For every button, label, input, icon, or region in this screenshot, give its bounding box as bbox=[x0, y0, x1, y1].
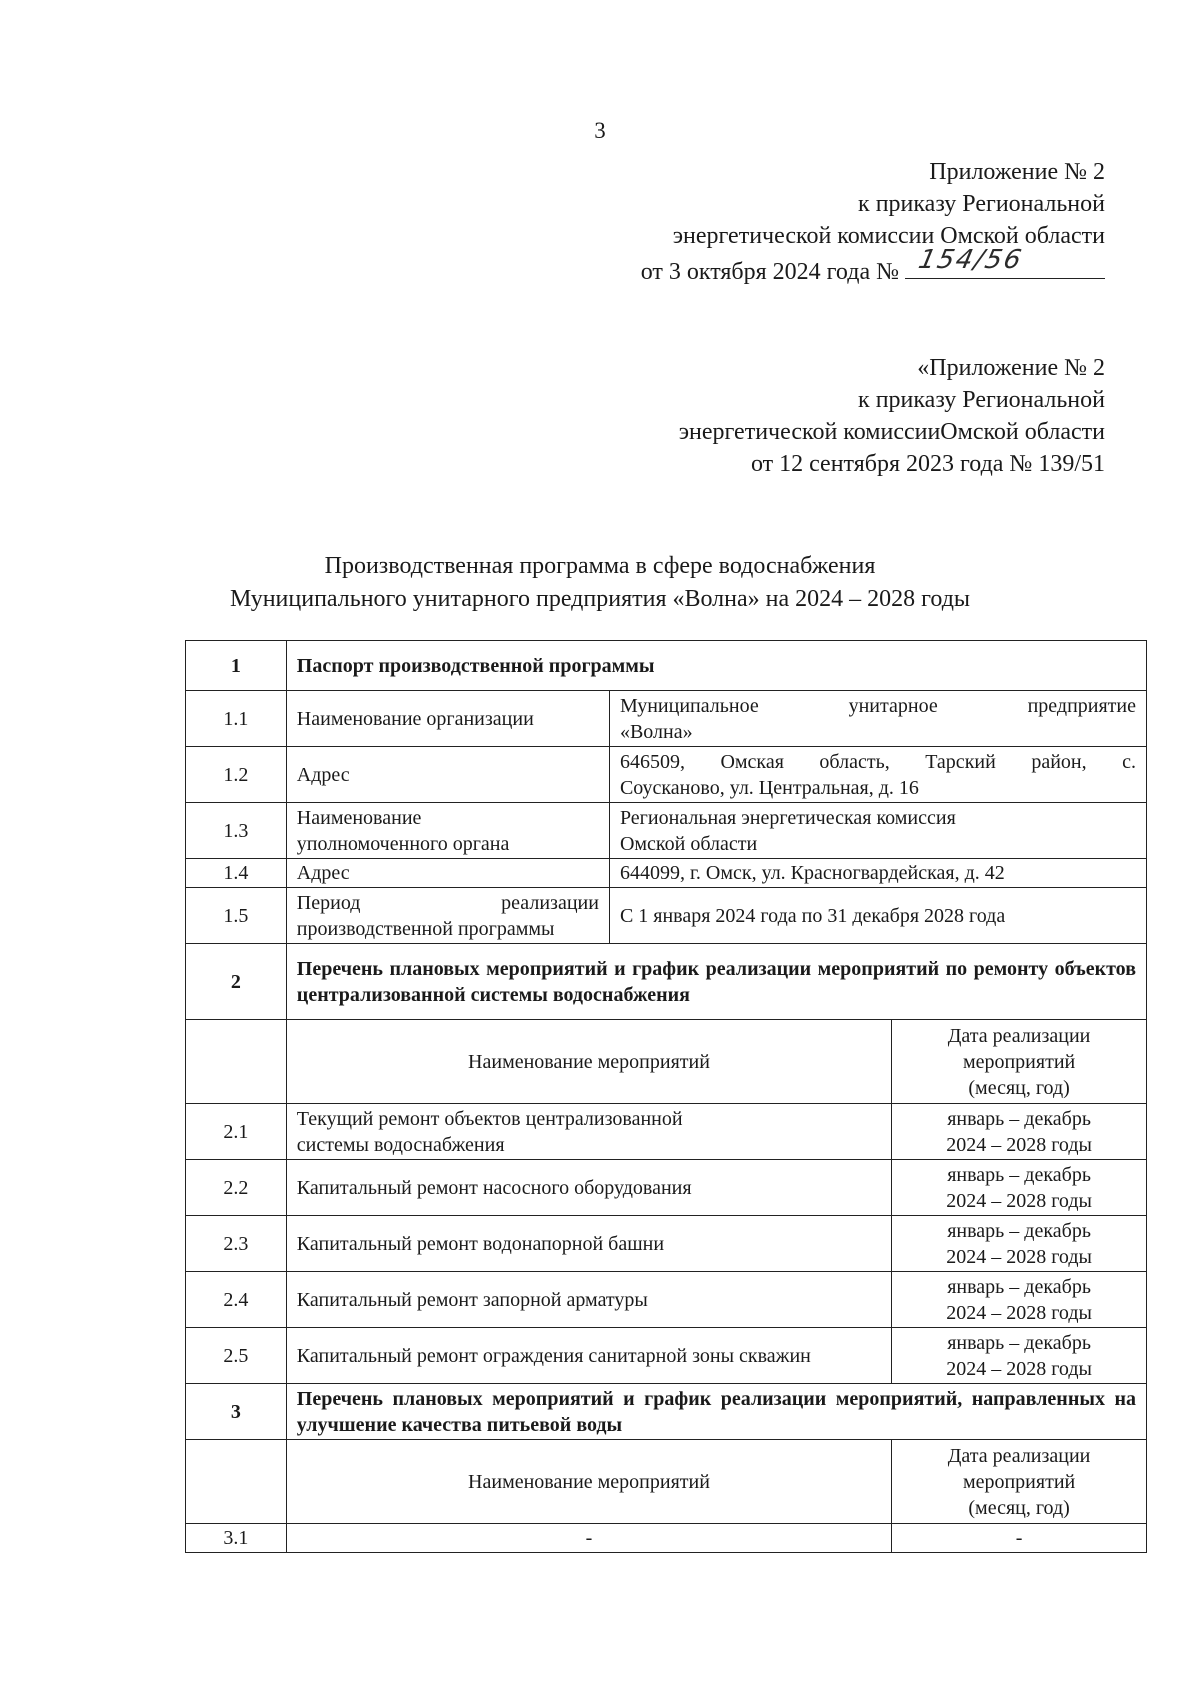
page-number: 3 bbox=[594, 118, 606, 143]
header-date-line: Дата реализации bbox=[947, 1444, 1091, 1467]
activity-name: Капитальный ремонт ограждения санитарной зоны скважин bbox=[286, 1328, 891, 1384]
row-value bbox=[609, 747, 1146, 803]
activity-date-line: 2024 – 2028 годы bbox=[946, 1301, 1092, 1324]
document-title-line2: Муниципального унитарного предприятия «Волна» на 2024 – 2028 годы bbox=[229, 586, 971, 612]
row-label bbox=[286, 888, 609, 944]
appendix-old-commission: энергетической комиссииОмской области bbox=[678, 419, 1105, 445]
activity-date-line: январь – декабрь bbox=[947, 1219, 1091, 1242]
header-date-line: Дата реализации bbox=[947, 1024, 1091, 1047]
row-value-line: Омской области bbox=[619, 832, 758, 855]
row-number: 2.1 bbox=[186, 1104, 287, 1160]
activity-date-line: 2024 – 2028 годы bbox=[946, 1245, 1092, 1268]
table-row bbox=[186, 747, 1147, 803]
table-row bbox=[186, 888, 1147, 944]
appendix-order-ref: к приказу Региональной bbox=[858, 191, 1105, 217]
empty-cell bbox=[186, 1440, 287, 1524]
table-row bbox=[186, 1272, 1147, 1328]
header-date-line: (месяц, год) bbox=[968, 1496, 1070, 1519]
empty-cell bbox=[186, 1020, 287, 1104]
table-row bbox=[186, 691, 1147, 747]
row-number: 1.3 bbox=[186, 803, 287, 859]
section-number: 1 bbox=[186, 641, 287, 691]
production-program-table bbox=[185, 640, 1147, 1553]
section-number: 3 bbox=[186, 1384, 287, 1440]
row-value-line: Соусканово, ул. Центральная, д. 16 bbox=[619, 776, 919, 799]
activity-name: Капитальный ремонт насосного оборудования bbox=[286, 1160, 891, 1216]
document-title-line1: Производственная программа в сфере водоснабжения bbox=[324, 553, 876, 579]
section-title: Перечень плановых мероприятий и график реализации мероприятий, направленных на улучшение качества питьевой воды bbox=[286, 1384, 1146, 1440]
row-label-line: Наименование bbox=[296, 806, 422, 829]
appendix-old-order-ref: к приказу Региональной bbox=[858, 387, 1105, 413]
row-number: 2.2 bbox=[186, 1160, 287, 1216]
row-value-line: 646509, Омская область, Тарский район, с. bbox=[619, 750, 1136, 773]
activity-date bbox=[892, 1216, 1147, 1272]
activity-date bbox=[892, 1328, 1147, 1384]
row-label: Адрес bbox=[286, 747, 609, 803]
section-title: Паспорт производственной программы bbox=[286, 641, 1146, 691]
row-value-line: Муниципальное унитарное предприятие bbox=[619, 694, 1136, 717]
row-number: 1.4 bbox=[186, 859, 287, 888]
row-value-line: «Волна» bbox=[619, 720, 693, 743]
section-number: 2 bbox=[186, 944, 287, 1020]
row-number: 1.2 bbox=[186, 747, 287, 803]
activity-date: - bbox=[892, 1524, 1147, 1553]
column-header-name: Наименование мероприятий bbox=[286, 1020, 891, 1104]
row-value bbox=[609, 803, 1146, 859]
row-number: 2.4 bbox=[186, 1272, 287, 1328]
handwritten-order-number: 154/56 bbox=[915, 245, 1026, 275]
table-row bbox=[186, 1160, 1147, 1216]
appendix-title: Приложение № 2 bbox=[929, 159, 1105, 185]
activity-date bbox=[892, 1104, 1147, 1160]
row-label bbox=[286, 803, 609, 859]
table-row bbox=[186, 803, 1147, 859]
activity-date bbox=[892, 1272, 1147, 1328]
row-number: 1.1 bbox=[186, 691, 287, 747]
row-label: Наименование организации bbox=[286, 691, 609, 747]
appendix-date-line bbox=[640, 245, 1105, 288]
activity-date-line: январь – декабрь bbox=[947, 1107, 1091, 1130]
activity-name-line: системы водоснабжения bbox=[296, 1133, 505, 1156]
row-value-line: Региональная энергетическая комиссия bbox=[619, 806, 956, 829]
appendix-date: от 3 октября 2024 года № bbox=[640, 259, 899, 285]
row-number: 3.1 bbox=[186, 1524, 287, 1553]
activity-name bbox=[286, 1104, 891, 1160]
header-date-line: мероприятий bbox=[962, 1050, 1076, 1073]
row-value: С 1 января 2024 года по 31 декабря 2028 года bbox=[609, 888, 1146, 944]
activity-date-line: 2024 – 2028 годы bbox=[946, 1133, 1092, 1156]
appendix-commission: энергетической комиссии Омской области bbox=[672, 223, 1105, 249]
row-label: Адрес bbox=[286, 859, 609, 888]
row-label-line: Период реализации bbox=[296, 891, 599, 914]
section-header-row bbox=[186, 944, 1147, 1020]
table-row bbox=[186, 859, 1147, 888]
table-row bbox=[186, 1524, 1147, 1553]
activity-name: Капитальный ремонт запорной арматуры bbox=[286, 1272, 891, 1328]
appendix-header-old bbox=[679, 352, 1105, 480]
appendix-header-new bbox=[641, 156, 1105, 288]
row-number: 1.5 bbox=[186, 888, 287, 944]
activity-name: Капитальный ремонт водонапорной башни bbox=[286, 1216, 891, 1272]
section-header-row bbox=[186, 641, 1147, 691]
appendix-old-date: от 12 сентября 2023 года № 139/51 bbox=[750, 451, 1105, 477]
document-title bbox=[0, 550, 1200, 616]
column-header-date bbox=[892, 1440, 1147, 1524]
activity-name: - bbox=[286, 1524, 891, 1553]
activity-date-line: 2024 – 2028 годы bbox=[946, 1189, 1092, 1212]
row-number: 2.5 bbox=[186, 1328, 287, 1384]
header-date-line: (месяц, год) bbox=[968, 1076, 1070, 1099]
table-row bbox=[186, 1104, 1147, 1160]
section-header-row bbox=[186, 1384, 1147, 1440]
activity-name-line: Текущий ремонт объектов централизованной bbox=[296, 1107, 683, 1130]
column-header-name: Наименование мероприятий bbox=[286, 1440, 891, 1524]
order-number-blank bbox=[905, 245, 1105, 279]
header-date-line: мероприятий bbox=[962, 1470, 1076, 1493]
activity-date bbox=[892, 1160, 1147, 1216]
activity-date-line: январь – декабрь bbox=[947, 1331, 1091, 1354]
activity-date-line: январь – декабрь bbox=[947, 1163, 1091, 1186]
column-header-date bbox=[892, 1020, 1147, 1104]
column-header-row bbox=[186, 1440, 1147, 1524]
column-header-row bbox=[186, 1020, 1147, 1104]
activity-date-line: 2024 – 2028 годы bbox=[946, 1357, 1092, 1380]
row-number: 2.3 bbox=[186, 1216, 287, 1272]
appendix-old-title: «Приложение № 2 bbox=[917, 355, 1105, 381]
section-title: Перечень плановых мероприятий и график реализации мероприятий по ремонту объектов централизованной системы водоснабжения bbox=[286, 944, 1146, 1020]
table-row bbox=[186, 1328, 1147, 1384]
table-row bbox=[186, 1216, 1147, 1272]
activity-date-line: январь – декабрь bbox=[947, 1275, 1091, 1298]
row-value: 644099, г. Омск, ул. Красногвардейская, д. 42 bbox=[609, 859, 1146, 888]
row-label-line: уполномоченного органа bbox=[296, 832, 510, 855]
row-value bbox=[609, 691, 1146, 747]
row-label-line: производственной программы bbox=[296, 917, 555, 940]
